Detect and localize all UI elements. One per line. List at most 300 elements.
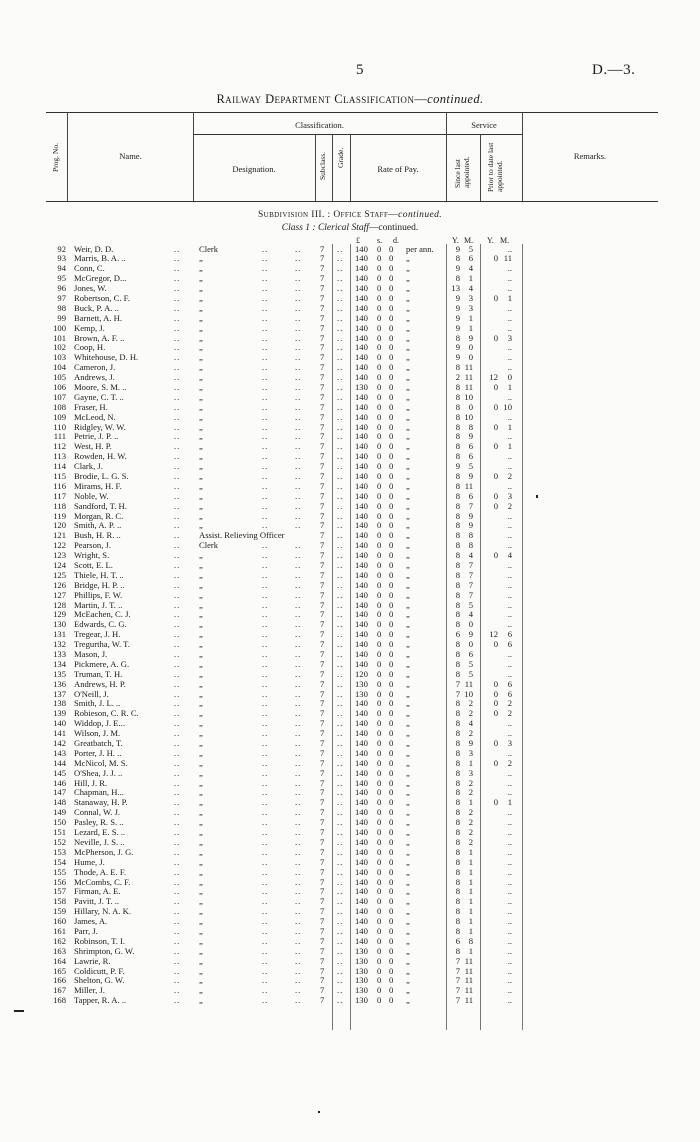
cell-service-years: 8 bbox=[455, 431, 460, 442]
cell-prog-no: 131 bbox=[53, 629, 66, 640]
cell-pay-pence: 0 bbox=[389, 253, 394, 264]
cell-name-leader: .. bbox=[174, 530, 181, 541]
cell-grade: .. bbox=[337, 658, 344, 669]
cell-prog-no: 147 bbox=[53, 787, 66, 798]
cell-designation-leader-2: .. bbox=[295, 906, 302, 917]
cell-pay-pounds: 130 bbox=[355, 965, 368, 976]
cell-pay-pounds: 140 bbox=[355, 836, 368, 847]
cell-pay-pounds: 140 bbox=[355, 619, 368, 630]
header-designation: Designation. bbox=[232, 164, 276, 174]
cell-designation-leader-2: .. bbox=[295, 411, 302, 422]
cell-service-years: 9 bbox=[455, 312, 460, 323]
cell-subclass: 7 bbox=[320, 530, 325, 541]
cell-prior-months: 2 bbox=[507, 500, 512, 511]
cell-pay-shillings: 0 bbox=[377, 253, 382, 264]
cell-name-leader: .. bbox=[174, 975, 181, 986]
cell-pay-pence: 0 bbox=[389, 510, 394, 521]
cell-subclass: 7 bbox=[320, 292, 325, 303]
cell-subclass: 7 bbox=[320, 836, 325, 847]
cell-designation: Clerk bbox=[199, 540, 219, 551]
cell-service-years: 7 bbox=[455, 975, 460, 986]
cell-service-months: 2 bbox=[468, 817, 473, 828]
cell-designation: „ bbox=[199, 678, 203, 689]
cell-subclass: 7 bbox=[320, 461, 325, 472]
cell-prior-months: .. bbox=[507, 431, 512, 442]
cell-designation-leader: .. bbox=[262, 846, 269, 857]
cell-pay-shillings: 0 bbox=[377, 767, 382, 778]
cell-pay-pounds: 140 bbox=[355, 283, 368, 294]
cell-service-months: 2 bbox=[468, 836, 473, 847]
cell-subclass: 7 bbox=[320, 629, 325, 640]
cell-service-years: 8 bbox=[455, 866, 460, 877]
cell-pay-pence: 0 bbox=[389, 797, 394, 808]
cell-designation-leader: .. bbox=[262, 312, 269, 323]
cell-prior-months: .. bbox=[507, 965, 512, 976]
cell-name: Cameron, J. bbox=[74, 362, 116, 373]
cell-prior-months: .. bbox=[507, 747, 512, 758]
cell-subclass: 7 bbox=[320, 639, 325, 650]
cell-name-leader: .. bbox=[174, 589, 181, 600]
subdivision-heading: Subdivision III. : Office Staff—continued. bbox=[257, 210, 443, 220]
cell-pay-period: „ bbox=[406, 302, 410, 313]
cell-prog-no: 99 bbox=[57, 312, 66, 323]
cell-pay-shillings: 0 bbox=[377, 668, 382, 679]
cell-subclass: 7 bbox=[320, 352, 325, 363]
cell-service-months: 11 bbox=[464, 381, 473, 392]
cell-name: Kemp, J. bbox=[74, 322, 105, 333]
cell-prior-months: 2 bbox=[507, 708, 512, 719]
cell-service-years: 8 bbox=[455, 530, 460, 541]
cell-subclass: 7 bbox=[320, 342, 325, 353]
cell-prior-years: 0 bbox=[493, 708, 498, 719]
cell-pay-period: „ bbox=[406, 461, 410, 472]
cell-service-years: 8 bbox=[455, 589, 460, 600]
cell-service-months: 11 bbox=[464, 362, 473, 373]
cell-subclass: 7 bbox=[320, 649, 325, 660]
cell-prog-no: 137 bbox=[53, 688, 66, 699]
cell-service-years: 8 bbox=[455, 639, 460, 650]
cell-pay-pounds: 140 bbox=[355, 846, 368, 857]
cell-name-leader: .. bbox=[174, 995, 181, 1006]
cell-pay-shillings: 0 bbox=[377, 292, 382, 303]
cell-prior-years: 0 bbox=[493, 639, 498, 650]
cell-grade: .. bbox=[337, 302, 344, 313]
cell-pay-shillings: 0 bbox=[377, 916, 382, 927]
cell-grade: .. bbox=[337, 777, 344, 788]
cell-service-years: 6 bbox=[455, 935, 460, 946]
cell-pay-period: „ bbox=[406, 916, 410, 927]
cell-prior-months: .. bbox=[507, 787, 512, 798]
cell-grade: .. bbox=[337, 688, 344, 699]
cell-name: Smith, A. P. .. bbox=[74, 520, 122, 531]
cell-name-leader: .. bbox=[174, 520, 181, 531]
cell-grade: .. bbox=[337, 629, 344, 640]
cell-prior-months: .. bbox=[507, 302, 512, 313]
cell-pay-pence: 0 bbox=[389, 787, 394, 798]
cell-designation: „ bbox=[199, 896, 203, 907]
cell-prior-months: .. bbox=[507, 569, 512, 580]
cell-grade: .. bbox=[337, 243, 344, 254]
cell-pay-shillings: 0 bbox=[377, 985, 382, 996]
cell-service-years: 9 bbox=[455, 352, 460, 363]
cell-designation: Assist. Relieving Officer bbox=[199, 530, 285, 541]
cell-service-months: 6 bbox=[468, 441, 473, 452]
cell-designation-leader-2: .. bbox=[295, 629, 302, 640]
cell-service-years: 8 bbox=[455, 945, 460, 956]
cell-pay-shillings: 0 bbox=[377, 995, 382, 1006]
cell-pay-pounds: 140 bbox=[355, 728, 368, 739]
cell-prior-months: .. bbox=[507, 846, 512, 857]
cell-pay-pounds: 140 bbox=[355, 401, 368, 412]
cell-prog-no: 145 bbox=[53, 767, 66, 778]
cell-designation-leader-2: .. bbox=[295, 787, 302, 798]
cell-designation-leader: .. bbox=[262, 510, 269, 521]
cell-prior-months: .. bbox=[507, 451, 512, 462]
cell-designation-leader-2: .. bbox=[295, 817, 302, 828]
cell-pay-period: „ bbox=[406, 629, 410, 640]
cell-pay-pence: 0 bbox=[389, 352, 394, 363]
cell-prog-no: 106 bbox=[53, 381, 66, 392]
cell-prior-months: 6 bbox=[507, 688, 512, 699]
cell-prog-no: 129 bbox=[53, 609, 66, 620]
cell-pay-shillings: 0 bbox=[377, 787, 382, 798]
cell-pay-shillings: 0 bbox=[377, 945, 382, 956]
subdivision-title: Subdivision III. : Office Staff bbox=[257, 210, 389, 220]
cell-name-leader: .. bbox=[174, 312, 181, 323]
cell-grade: .. bbox=[337, 886, 344, 897]
cell-pay-shillings: 0 bbox=[377, 708, 382, 719]
cell-designation: „ bbox=[199, 827, 203, 838]
cell-pay-pence: 0 bbox=[389, 856, 394, 867]
cell-designation-leader-2: .. bbox=[295, 302, 302, 313]
unit-prior-years: Y. bbox=[487, 236, 494, 245]
cell-name: Miller, J. bbox=[74, 985, 105, 996]
cell-name-leader: .. bbox=[174, 470, 181, 481]
cell-service-months: 11 bbox=[464, 480, 473, 491]
cell-name-leader: .. bbox=[174, 985, 181, 996]
cell-grade: .. bbox=[337, 718, 344, 729]
cell-grade: .. bbox=[337, 490, 344, 501]
cell-grade: .. bbox=[337, 500, 344, 511]
cell-prior-months: .. bbox=[507, 777, 512, 788]
cell-designation-leader: .. bbox=[262, 441, 269, 452]
cell-pay-shillings: 0 bbox=[377, 629, 382, 640]
cell-pay-pence: 0 bbox=[389, 995, 394, 1006]
cell-pay-pence: 0 bbox=[389, 302, 394, 313]
cell-designation-leader: .. bbox=[262, 866, 269, 877]
cell-grade: .. bbox=[337, 421, 344, 432]
cell-service-months: 9 bbox=[468, 629, 473, 640]
cell-subclass: 7 bbox=[320, 876, 325, 887]
cell-name-leader: .. bbox=[174, 658, 181, 669]
cell-name: Clark, J. bbox=[74, 461, 103, 472]
cell-pay-pounds: 130 bbox=[355, 985, 368, 996]
cell-pay-shillings: 0 bbox=[377, 658, 382, 669]
cell-subclass: 7 bbox=[320, 965, 325, 976]
cell-pay-pence: 0 bbox=[389, 362, 394, 373]
cell-subclass: 7 bbox=[320, 510, 325, 521]
cell-pay-shillings: 0 bbox=[377, 886, 382, 897]
cell-service-years: 8 bbox=[455, 668, 460, 679]
cell-subclass: 7 bbox=[320, 797, 325, 808]
cell-prog-no: 104 bbox=[53, 362, 66, 373]
footer-dot bbox=[318, 1111, 320, 1113]
cell-designation-leader: .. bbox=[262, 688, 269, 699]
cell-prog-no: 111 bbox=[53, 431, 66, 442]
cell-prior-months: .. bbox=[507, 322, 512, 333]
cell-prog-no: 159 bbox=[53, 906, 66, 917]
cell-name-leader: .. bbox=[174, 629, 181, 640]
cell-designation-leader: .. bbox=[262, 609, 269, 620]
cell-name-leader: .. bbox=[174, 243, 181, 254]
cell-service-months: 1 bbox=[468, 797, 473, 808]
cell-prog-no: 115 bbox=[53, 470, 66, 481]
cell-pay-pence: 0 bbox=[389, 668, 394, 679]
cell-pay-shillings: 0 bbox=[377, 738, 382, 749]
cell-pay-pence: 0 bbox=[389, 649, 394, 660]
cell-prog-no: 98 bbox=[57, 302, 66, 313]
cell-name-leader: .. bbox=[174, 876, 181, 887]
cell-pay-period: „ bbox=[406, 728, 410, 739]
cell-grade: .. bbox=[337, 609, 344, 620]
cell-grade: .. bbox=[337, 540, 344, 551]
cell-pay-shillings: 0 bbox=[377, 925, 382, 936]
cell-service-months: 4 bbox=[468, 550, 473, 561]
cell-pay-shillings: 0 bbox=[377, 302, 382, 313]
cell-pay-pounds: 140 bbox=[355, 757, 368, 768]
cell-pay-shillings: 0 bbox=[377, 649, 382, 660]
cell-pay-pounds: 140 bbox=[355, 827, 368, 838]
cell-service-months: 9 bbox=[468, 738, 473, 749]
cell-designation-leader-2: .. bbox=[295, 619, 302, 630]
cell-name: Greatbatch, T. bbox=[74, 738, 123, 749]
table-row bbox=[0, 996, 700, 1006]
cell-service-months: 2 bbox=[468, 827, 473, 838]
cell-pay-pounds: 140 bbox=[355, 490, 368, 501]
cell-designation-leader-2: .. bbox=[295, 767, 302, 778]
cell-service-years: 8 bbox=[455, 906, 460, 917]
cell-pay-pounds: 140 bbox=[355, 629, 368, 640]
header-bottom-rule bbox=[46, 201, 658, 202]
cell-designation-leader-2: .. bbox=[295, 322, 302, 333]
cell-pay-pence: 0 bbox=[389, 401, 394, 412]
cell-designation-leader-2: .. bbox=[295, 995, 302, 1006]
cell-pay-period: „ bbox=[406, 362, 410, 373]
cell-name-leader: .. bbox=[174, 925, 181, 936]
cell-pay-pounds: 120 bbox=[355, 668, 368, 679]
cell-designation: „ bbox=[199, 372, 203, 383]
cell-designation: „ bbox=[199, 649, 203, 660]
cell-subclass: 7 bbox=[320, 925, 325, 936]
cell-prior-months: .. bbox=[507, 807, 512, 818]
cell-prior-months: .. bbox=[507, 945, 512, 956]
cell-grade: .. bbox=[337, 678, 344, 689]
cell-pay-shillings: 0 bbox=[377, 322, 382, 333]
cell-subclass: 7 bbox=[320, 787, 325, 798]
cell-pay-pounds: 140 bbox=[355, 916, 368, 927]
cell-pay-pence: 0 bbox=[389, 906, 394, 917]
cell-pay-pence: 0 bbox=[389, 708, 394, 719]
cell-grade: .. bbox=[337, 480, 344, 491]
cell-grade: .. bbox=[337, 876, 344, 887]
cell-pay-shillings: 0 bbox=[377, 965, 382, 976]
cell-grade: .. bbox=[337, 975, 344, 986]
cell-pay-pounds: 140 bbox=[355, 372, 368, 383]
cell-prior-years: 0 bbox=[493, 441, 498, 452]
cell-name: McEachen, C. J. bbox=[74, 609, 131, 620]
cell-prog-no: 156 bbox=[53, 876, 66, 887]
cell-service-years: 8 bbox=[455, 490, 460, 501]
cell-grade: .. bbox=[337, 451, 344, 462]
cell-service-years: 8 bbox=[455, 856, 460, 867]
cell-subclass: 7 bbox=[320, 263, 325, 274]
cell-pay-pence: 0 bbox=[389, 589, 394, 600]
cell-service-months: 2 bbox=[468, 728, 473, 739]
cell-service-months: 6 bbox=[468, 451, 473, 462]
cell-service-years: 8 bbox=[455, 817, 460, 828]
cell-designation: „ bbox=[199, 421, 203, 432]
cell-prog-no: 107 bbox=[53, 391, 66, 402]
cell-subclass: 7 bbox=[320, 540, 325, 551]
cell-grade: .. bbox=[337, 292, 344, 303]
cell-subclass: 7 bbox=[320, 421, 325, 432]
cell-service-months: 5 bbox=[468, 461, 473, 472]
cell-pay-pence: 0 bbox=[389, 332, 394, 343]
cell-grade: .. bbox=[337, 827, 344, 838]
cell-prog-no: 94 bbox=[57, 263, 66, 274]
cell-prog-no: 161 bbox=[53, 925, 66, 936]
cell-designation: „ bbox=[199, 698, 203, 709]
cell-pay-period: „ bbox=[406, 599, 410, 610]
cell-pay-shillings: 0 bbox=[377, 520, 382, 531]
unit-years: Y. bbox=[452, 236, 459, 245]
cell-grade: .. bbox=[337, 817, 344, 828]
unit-months: M. bbox=[464, 236, 474, 245]
cell-service-months: 7 bbox=[468, 589, 473, 600]
cell-pay-period: „ bbox=[406, 273, 410, 284]
table-row bbox=[0, 917, 700, 927]
cell-service-months: 1 bbox=[468, 876, 473, 887]
cell-pay-pounds: 140 bbox=[355, 263, 368, 274]
cell-prior-years: 12 bbox=[489, 372, 498, 383]
cell-pay-shillings: 0 bbox=[377, 243, 382, 254]
cell-designation-leader-2: .. bbox=[295, 658, 302, 669]
cell-designation-leader: .. bbox=[262, 728, 269, 739]
cell-designation-leader: .. bbox=[262, 718, 269, 729]
cell-subclass: 7 bbox=[320, 738, 325, 749]
cell-designation: „ bbox=[199, 510, 203, 521]
cell-designation: „ bbox=[199, 441, 203, 452]
cell-service-months: 9 bbox=[468, 510, 473, 521]
cell-service-months: 5 bbox=[468, 668, 473, 679]
cell-prior-months: 11 bbox=[503, 253, 512, 264]
cell-service-months: 2 bbox=[468, 787, 473, 798]
cell-name: O'Shea, J. J. .. bbox=[74, 767, 123, 778]
table-row bbox=[0, 976, 700, 986]
cell-grade: .. bbox=[337, 619, 344, 630]
cell-service-months: 7 bbox=[468, 560, 473, 570]
cell-pay-shillings: 0 bbox=[377, 332, 382, 343]
cell-designation-leader-2: .. bbox=[295, 866, 302, 877]
cell-name-leader: .. bbox=[174, 817, 181, 828]
cell-designation-leader: .. bbox=[262, 767, 269, 778]
cell-subclass: 7 bbox=[320, 866, 325, 877]
cell-service-years: 8 bbox=[455, 253, 460, 264]
cell-service-months: 6 bbox=[468, 253, 473, 264]
cell-prog-no: 167 bbox=[53, 985, 66, 996]
cell-pay-shillings: 0 bbox=[377, 866, 382, 877]
cell-pay-pence: 0 bbox=[389, 530, 394, 541]
cell-prog-no: 121 bbox=[53, 530, 66, 541]
cell-name-leader: .. bbox=[174, 856, 181, 867]
cell-designation-leader-2: .. bbox=[295, 421, 302, 432]
cell-pay-period: „ bbox=[406, 896, 410, 907]
cell-service-months: 11 bbox=[464, 678, 473, 689]
cell-designation-leader-2: .. bbox=[295, 560, 302, 570]
cell-subclass: 7 bbox=[320, 698, 325, 709]
cell-pay-pence: 0 bbox=[389, 718, 394, 729]
cell-designation-leader: .. bbox=[262, 965, 269, 976]
cell-grade: .. bbox=[337, 965, 344, 976]
cell-name-leader: .. bbox=[174, 688, 181, 699]
cell-prior-months: 2 bbox=[507, 757, 512, 768]
cell-name: Pearson, J. bbox=[74, 540, 111, 551]
cell-grade: .. bbox=[337, 431, 344, 442]
cell-name-leader: .. bbox=[174, 391, 181, 402]
cell-subclass: 7 bbox=[320, 243, 325, 254]
cell-pay-shillings: 0 bbox=[377, 579, 382, 590]
cell-designation: „ bbox=[199, 747, 203, 758]
cell-name-leader: .. bbox=[174, 411, 181, 422]
cell-name: Whitehouse, D. H. bbox=[74, 352, 139, 363]
cell-designation-leader: .. bbox=[262, 738, 269, 749]
document-code: D.—3. bbox=[592, 62, 636, 78]
cell-designation-leader-2: .. bbox=[295, 856, 302, 867]
cell-designation-leader: .. bbox=[262, 629, 269, 640]
cell-grade: .. bbox=[337, 668, 344, 679]
cell-subclass: 7 bbox=[320, 985, 325, 996]
cell-grade: .. bbox=[337, 263, 344, 274]
cell-pay-period: „ bbox=[406, 827, 410, 838]
cell-pay-pounds: 140 bbox=[355, 906, 368, 917]
cell-pay-period: „ bbox=[406, 441, 410, 452]
cell-prior-years: 0 bbox=[493, 470, 498, 481]
cell-grade: .. bbox=[337, 579, 344, 590]
cell-designation: „ bbox=[199, 302, 203, 313]
cell-pay-period: „ bbox=[406, 431, 410, 442]
cell-pay-period: „ bbox=[406, 757, 410, 768]
cell-subclass: 7 bbox=[320, 916, 325, 927]
cell-service-months: 5 bbox=[468, 658, 473, 669]
cell-prior-months: .. bbox=[507, 836, 512, 847]
cell-designation-leader-2: .. bbox=[295, 985, 302, 996]
cell-pay-shillings: 0 bbox=[377, 589, 382, 600]
cell-pay-pence: 0 bbox=[389, 688, 394, 699]
cell-subclass: 7 bbox=[320, 253, 325, 264]
cell-pay-pounds: 140 bbox=[355, 292, 368, 303]
cell-pay-period: „ bbox=[406, 352, 410, 363]
cell-designation: „ bbox=[199, 767, 203, 778]
cell-designation-leader-2: .. bbox=[295, 609, 302, 620]
cell-name-leader: .. bbox=[174, 273, 181, 284]
cell-pay-period: „ bbox=[406, 856, 410, 867]
cell-pay-pence: 0 bbox=[389, 322, 394, 333]
cell-pay-period: „ bbox=[406, 609, 410, 620]
cell-service-months: 2 bbox=[468, 777, 473, 788]
cell-prog-no: 130 bbox=[53, 619, 66, 630]
cell-pay-period: „ bbox=[406, 846, 410, 857]
header-subclass: Subclass. bbox=[318, 151, 327, 180]
